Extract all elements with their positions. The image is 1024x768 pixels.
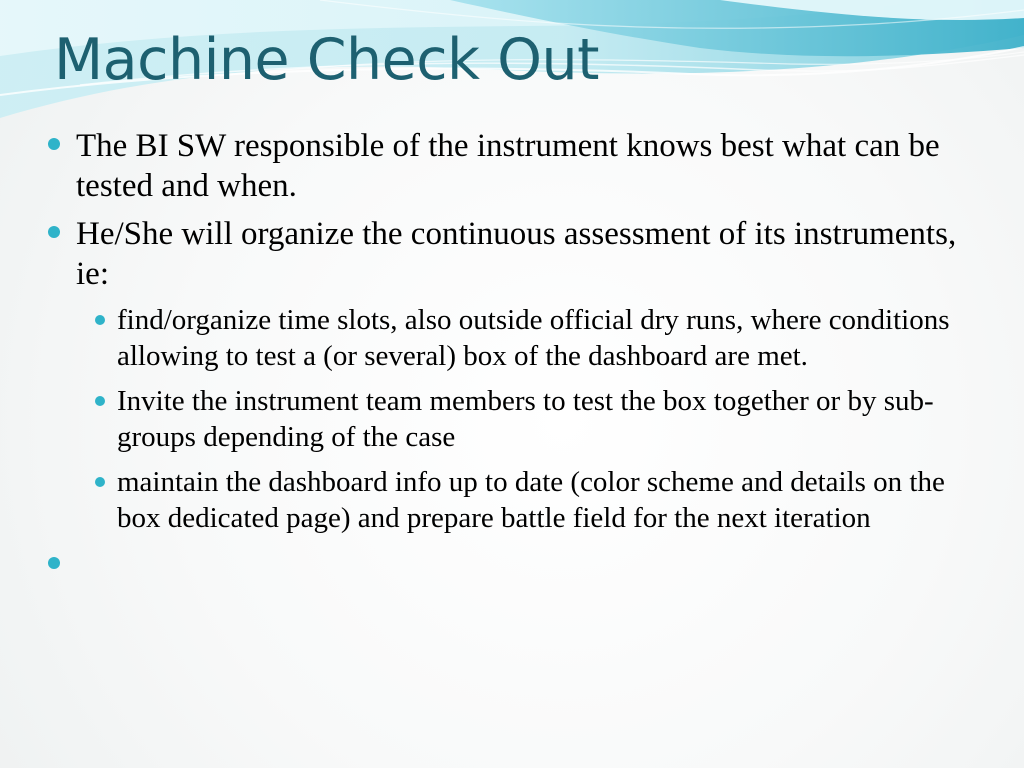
bullet-text: The BI SW responsible of the instrument knows best what can be tested and when. <box>76 128 940 204</box>
sub-bullet-dot-icon <box>95 477 105 487</box>
sub-bullet-item <box>117 302 978 374</box>
bullet-item <box>48 214 978 294</box>
sub-bullet-text: Invite the instrument team members to test the box together or by sub-groups depending of the case <box>117 385 934 453</box>
bullet-list <box>48 126 978 593</box>
bullet-dot-icon <box>48 138 60 150</box>
sub-bullet-text: maintain the dashboard info up to date (color scheme and details on the box dedicated page) and prepare battle field for the next iteration <box>117 466 945 534</box>
bullet-item <box>48 126 978 206</box>
bullet-dot-icon <box>48 557 60 569</box>
sub-bullet-item <box>117 383 978 455</box>
sub-bullet-text: find/organize time slots, also outside official dry runs, where conditions allowing to test a (or several) box of the dashboard are met. <box>117 304 950 372</box>
empty-bullet-item <box>48 545 978 585</box>
bullet-text: He/She will organize the continuous assessment of its instruments, ie: <box>76 216 957 292</box>
sub-bullet-dot-icon <box>95 396 105 406</box>
slide-title: Machine Check Out <box>54 27 600 93</box>
sub-bullet-dot-icon <box>95 315 105 325</box>
bullet-dot-icon <box>48 226 60 238</box>
sub-bullet-item <box>117 464 978 536</box>
